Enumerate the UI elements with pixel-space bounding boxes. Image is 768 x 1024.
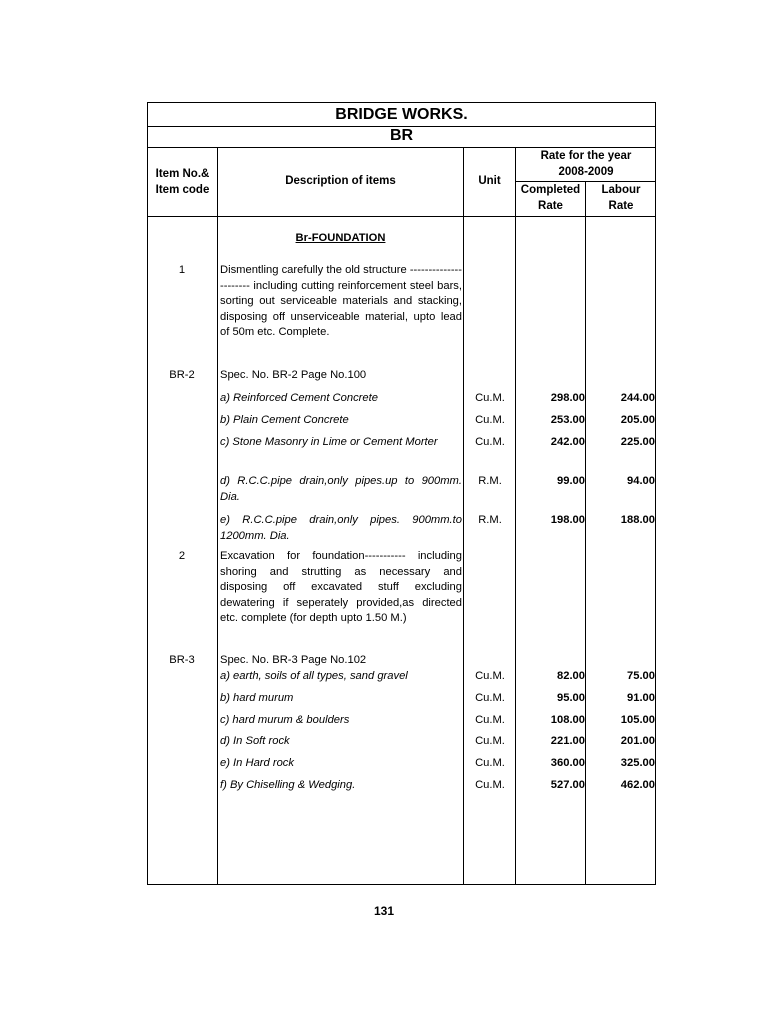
labour-rate: 205.00 <box>620 414 655 426</box>
labour-rate: 94.00 <box>627 475 655 487</box>
completed-rate: 253.00 <box>550 414 585 426</box>
labour-rate: 91.00 <box>627 692 655 704</box>
labour-rate: 201.00 <box>620 735 655 747</box>
completed-rate: 360.00 <box>550 757 585 769</box>
item-code: BR-2 <box>169 369 195 381</box>
unit-value: R.M. <box>478 514 502 526</box>
labour-rate: 188.00 <box>620 514 655 526</box>
labour-rate: 462.00 <box>620 779 655 791</box>
section-heading: Br-FOUNDATION <box>295 232 386 244</box>
sub-item-description: a) Reinforced Cement Concrete <box>220 392 378 404</box>
unit-value: Cu.M. <box>475 692 505 704</box>
sub-item-description: c) hard murum & boulders <box>220 714 350 726</box>
unit-value: Cu.M. <box>475 779 505 791</box>
sub-item-description: b) hard murum <box>220 692 294 704</box>
item-description: Spec. No. BR-3 Page No.102 <box>220 654 367 666</box>
column-divider <box>217 147 218 884</box>
labour-rate: 105.00 <box>620 714 655 726</box>
completed-rate: 298.00 <box>550 392 585 404</box>
item-description: Dismentling carefully the old structure ---------------------- including cutting reinforcement steel bars, sorting out serviceable materials and stacking, disposing off unserviceable material, upto lead of 50m etc. Complete. <box>220 264 462 339</box>
page-number: 131 <box>373 904 395 918</box>
item-description: Spec. No. BR-2 Page No.100 <box>220 369 367 381</box>
completed-rate: 527.00 <box>550 779 585 791</box>
labour-rate: 244.00 <box>620 392 655 404</box>
item-description: Excavation for foundation----------- including shoring and strutting as necessary and disposing off excavated stuff excluding dewatering if seperately provided,as directed etc. complete (for depth upto 1.50 M.) <box>220 550 462 625</box>
unit-value: Cu.M. <box>475 714 505 726</box>
item-code: 2 <box>178 550 186 562</box>
sub-item-description: d) In Soft rock <box>220 735 290 747</box>
column-divider <box>585 181 586 884</box>
labour-rate: 75.00 <box>627 670 655 682</box>
sub-item-description: b) Plain Cement Concrete <box>220 414 349 426</box>
page-subtitle: BR <box>389 127 414 144</box>
sub-item-description: e) R.C.C.pipe drain,only pipes. 900mm.to 1200mm. Dia. <box>220 514 462 542</box>
completed-rate: 198.00 <box>550 514 585 526</box>
sub-item-description: f) By Chiselling & Wedging. <box>220 779 356 791</box>
completed-rate: 99.00 <box>557 475 585 487</box>
header-labour-rate: Labour Rate <box>601 184 641 212</box>
header-unit: Unit <box>478 175 501 187</box>
sub-item-description: e) In Hard rock <box>220 757 294 769</box>
header-item-code: Item No.& Item code <box>155 168 210 196</box>
completed-rate: 108.00 <box>550 714 585 726</box>
header-description: Description of items <box>285 175 396 187</box>
completed-rate: 221.00 <box>550 735 585 747</box>
unit-value: R.M. <box>478 475 502 487</box>
sub-item-description: a) earth, soils of all types, sand gravel <box>220 670 408 682</box>
sub-item-description: c) Stone Masonry in Lime or Cement Morter <box>220 436 438 448</box>
item-code: BR-3 <box>169 654 195 666</box>
completed-rate: 82.00 <box>557 670 585 682</box>
completed-rate: 95.00 <box>557 692 585 704</box>
unit-value: Cu.M. <box>475 757 505 769</box>
unit-value: Cu.M. <box>475 735 505 747</box>
labour-rate: 325.00 <box>620 757 655 769</box>
header-divider <box>148 216 655 217</box>
unit-value: Cu.M. <box>475 436 505 448</box>
completed-rate: 242.00 <box>550 436 585 448</box>
header-rate-year: Rate for the year 2008-2009 <box>540 150 632 178</box>
labour-rate: 225.00 <box>620 436 655 448</box>
unit-value: Cu.M. <box>475 392 505 404</box>
page-title: BRIDGE WORKS. <box>335 106 468 123</box>
unit-value: Cu.M. <box>475 670 505 682</box>
unit-value: Cu.M. <box>475 414 505 426</box>
item-code: 1 <box>178 264 186 276</box>
header-completed-rate: Completed Rate <box>520 184 581 212</box>
sub-item-description: d) R.C.C.pipe drain,only pipes.up to 900mm. Dia. <box>220 475 462 503</box>
rate-table <box>147 102 656 885</box>
